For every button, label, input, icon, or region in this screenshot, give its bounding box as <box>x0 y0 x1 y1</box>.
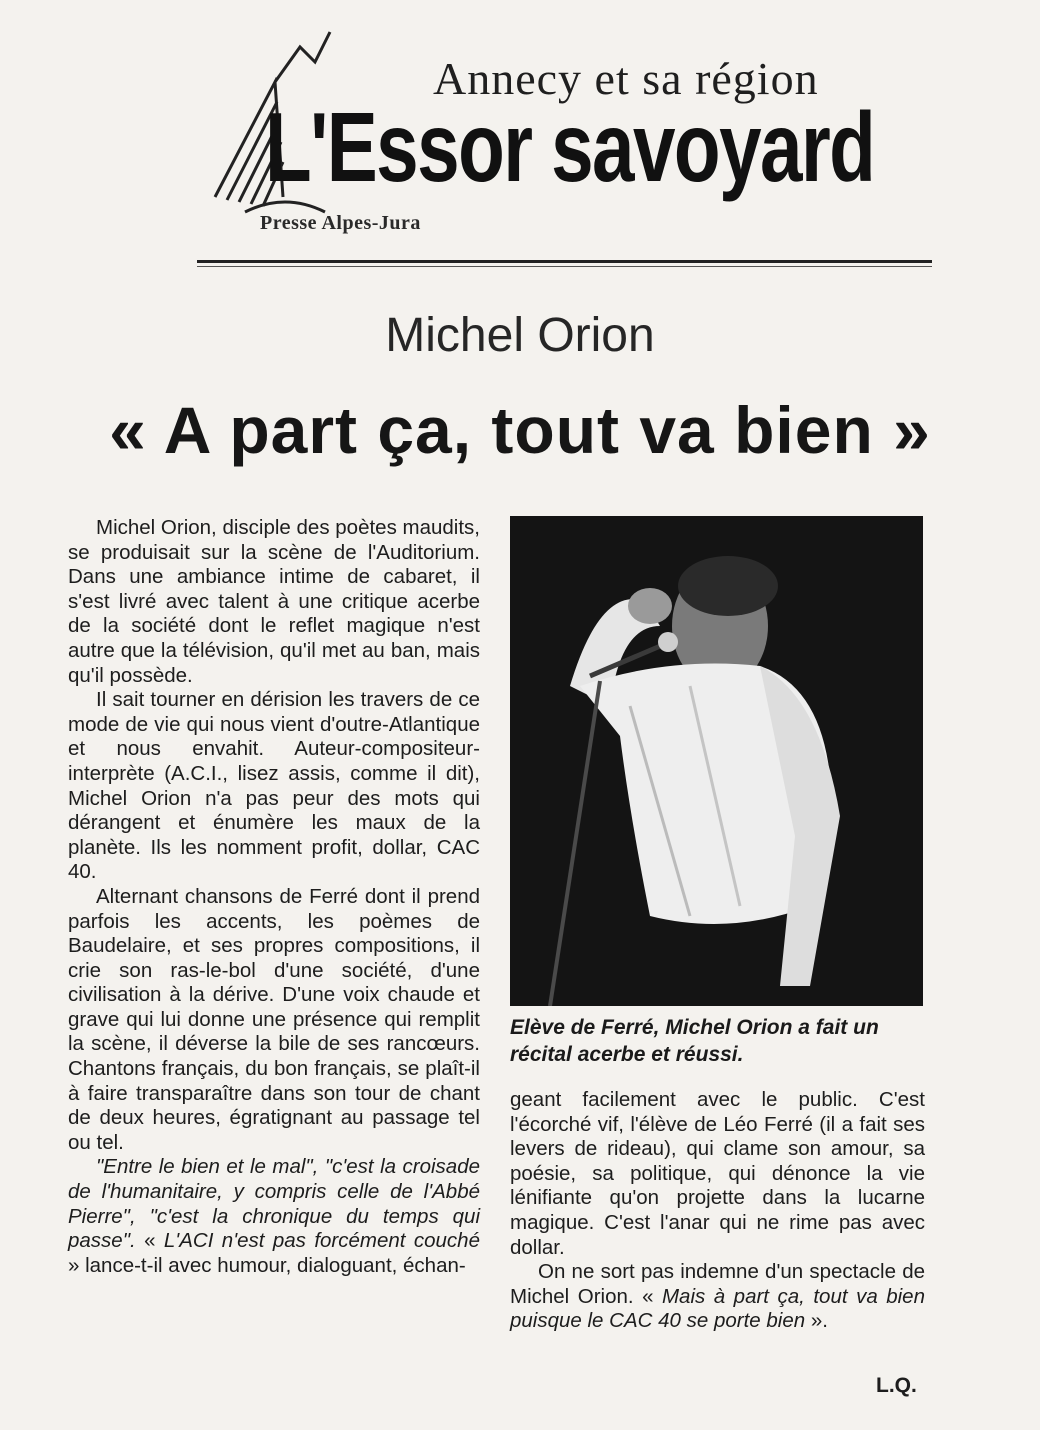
article-kicker: Michel Orion <box>385 309 655 362</box>
article-headline: « A part ça, tout va bien » <box>109 393 931 467</box>
left-column <box>68 516 480 1278</box>
quote-italic: "Entre le bien et le mal", "c'est la croisade de l'humanitaire, y compris celle de l'Abbé Pierre", "c'est la chronique du temps qui passe". <box>68 1155 480 1253</box>
masthead-rule <box>197 260 932 263</box>
paragraph: Il sait tourner en dérision les travers de ce mode de vie qui nous vient d'outre-Atlantique et nous envahit. Auteur-compositeur-interprète (A.C.I., lisez assis, comme il dit), Michel Orion n'a pas peur des mots qui dérangent et énumère les maux de la planète. Ils les nomment profit, dollar, CAC 40. <box>68 688 480 884</box>
paragraph: Michel Orion, disciple des poètes maudits, se produisait sur la scène de l'Auditorium. Dans une ambiance intime de cabaret, il s'est livré avec talent à une critique acerbe de la société dont le reflet magique n'est autre que la télévision, qu'il met au ban, mais qu'il possède. <box>68 516 480 687</box>
final-text-end: ». <box>805 1309 828 1333</box>
performer-photo <box>510 516 923 1006</box>
paragraph: Alternant chansons de Ferré dont il prend parfois les accents, les poèmes de Baudelaire, et ses propres compositions, il crie son ras-le-bol d'une société, d'une civilisation à la dérive. D'une voix chaude et grave qui lui donne une présence qui remplit la scène, il déverse la bile de ses rancœurs. Chantons français, du bon français, se plaît-il à faire transparaître dans son tour de chant de deux heures, égratignant au passage tel ou tel. <box>68 884 480 1154</box>
masthead-region: Annecy et sa région <box>433 53 819 104</box>
masthead-title: L'Essor savoyard <box>265 92 875 202</box>
author-signature: L.Q. <box>876 1374 917 1397</box>
right-column <box>510 1088 925 1334</box>
quote-end: » lance-t-il avec humour, dialoguant, échan- <box>68 1253 466 1277</box>
paragraph-quote <box>68 1155 480 1278</box>
quote-italic-2: L'ACI n'est pas forcément couché <box>163 1229 480 1253</box>
masthead-subtitle: Presse Alpes-Jura <box>260 212 421 234</box>
quote-mark: « <box>135 1229 164 1253</box>
paragraph-final <box>510 1260 925 1334</box>
singer-with-microphone-image <box>510 516 923 1006</box>
paragraph: geant facilement avec le public. C'est l'écorché vif, l'élève de Léo Ferré (il a fait ses levers de rideau), qui clame son amour, sa poésie, sa politique, qui dénonce la vie lénifiante qu'on projette dans la lucarne magique. C'est l'anar qui ne rime pas avec dollar. <box>510 1088 925 1259</box>
masthead-rule-thin <box>197 266 932 267</box>
final-text: On ne sort pas indemne d'un spectacle de Michel Orion. « <box>510 1260 925 1308</box>
final-quote-italic: Mais à part ça, tout va bien puisque le CAC 40 se porte bien <box>510 1284 925 1333</box>
photo-caption: Elève de Ferré, Michel Orion a fait un récital acerbe et réussi. <box>510 1016 879 1066</box>
masthead <box>205 22 930 252</box>
